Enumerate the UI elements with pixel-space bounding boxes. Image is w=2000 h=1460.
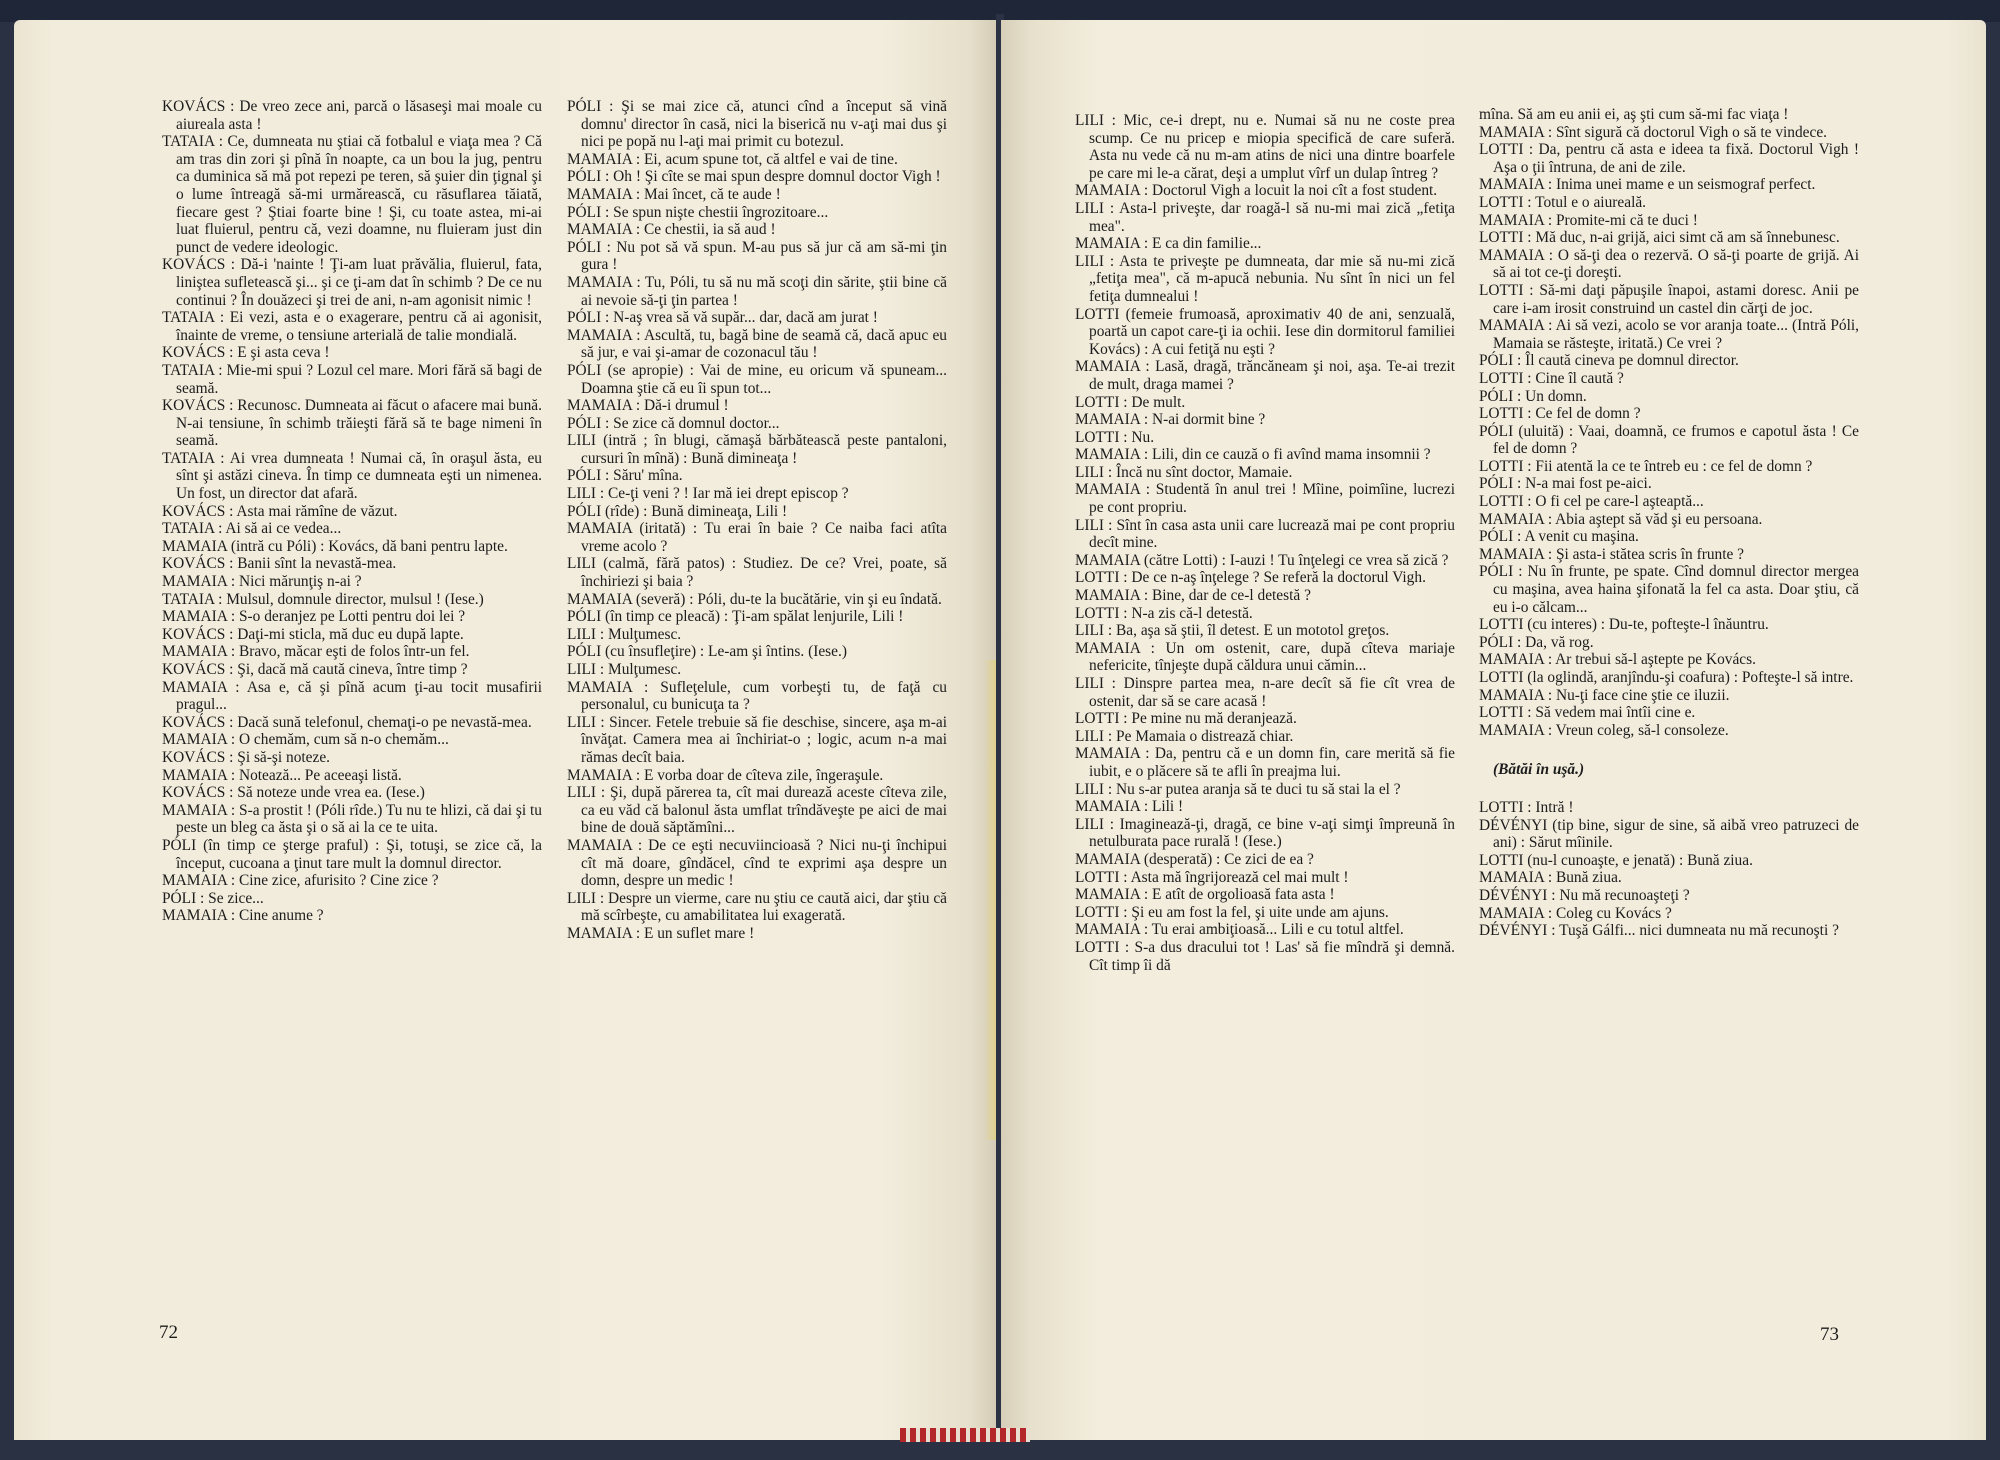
dialogue-line: PÓLI : Şi se mai zice că, atunci cînd a început să vină domnu' director în casă, nici la biserică nu v-aţi mai dus şi nici pe popă nu l-aţi mai primit cu botezul.	[567, 98, 947, 151]
dialogue-line: LOTTI : Şi eu am fost la fel, şi uite unde am ajuns.	[1075, 903, 1389, 921]
dialogue-line: LOTTI : Totul e o aiureală.	[1479, 193, 1647, 211]
dialogue-line: LILI : Asta-l priveşte, dar roagă-l să nu-mi mai zică „fetiţa mea".	[1075, 199, 1455, 235]
dialogue-line: mîna. Să am eu anii ei, aş şti cum să-mi fac viaţa !	[1479, 106, 1789, 123]
dialogue-line: LILI : Şi, după părerea ta, cît mai durează aceste cîteva zile, ca eu văd că balonul ăsta umflat trîndăveşte pe aici de mai bine de două săptămîni...	[567, 784, 947, 837]
dialogue-line: DÉVÉNYI : Tuşă Gálfi... nici dumneata nu mă recunoşti ?	[1479, 922, 1839, 940]
dialogue-line: MAMAIA (desperată) : Ce zici de ea ?	[1075, 850, 1314, 868]
dialogue-line: MAMAIA : Şi asta-i stătea scris în frunte ?	[1479, 545, 1745, 563]
dialogue-line: PÓLI (în timp ce pleacă) : Ţi-am spălat lenjurile, Lili !	[567, 608, 904, 626]
right-page	[1001, 20, 1986, 1440]
dialogue-line: MAMAIA : Coleg cu Kovács ?	[1479, 904, 1672, 922]
dialogue-line: MAMAIA : Bravo, măcar eşti de folos într-un fel.	[162, 643, 470, 661]
dialogue-line: LOTTI : De mult.	[1075, 393, 1186, 411]
dialogue-line: MAMAIA : N-ai dormit bine ?	[1075, 411, 1266, 429]
dialogue-line: KOVÁCS : Să noteze unde vrea ea. (Iese.)	[162, 784, 425, 802]
dialogue-line: MAMAIA : Inima unei mame e un seismograf perfect.	[1479, 176, 1816, 194]
dialogue-line: LOTTI : N-a zis că-l detestă.	[1075, 604, 1253, 622]
dialogue-line: LILI : Despre un vierme, care nu ştiu ce caută aici, dar ştiu că mă scîrbeşte, cu amabilitatea lui exagerată.	[567, 889, 947, 925]
dialogue-line: LILI : Ba, aşa să ştii, îl detest. E un mototol greţos.	[1075, 622, 1390, 640]
dialogue-line: MAMAIA : Studentă în anul trei ! Mîine, poimîine, lucrezi pe cont propriu.	[1075, 481, 1455, 517]
dialogue-line: MAMAIA : Promite-mi că te duci !	[1479, 211, 1698, 229]
dialogue-line: MAMAIA : Ai să vezi, acolo se vor aranja toate... (Intră Póli, Mamaia se răsteşte, iritată.) Ce vrei ?	[1479, 317, 1859, 352]
dialogue-line: LOTTI (femeie frumoasă, aproximativ 40 de ani, senzuală, poartă un capot care-ţi ia ochii. Iese din dormitorul familiei Kovács) : A cui fetiţă nu eşti ?	[1075, 305, 1455, 358]
dialogue-line: PÓLI (rîde) : Bună dimineaţa, Lili !	[567, 502, 788, 520]
left-page	[14, 20, 999, 1440]
dialogue-line: LILI (calmă, fără patos) : Studiez. De ce? Vrei, poate, să închiriezi şi baia ?	[567, 555, 947, 591]
dialogue-line: MAMAIA : Da, pentru că e un domn fin, care merită să fie iubit, e o plăcere să te afli în preajma lui.	[1075, 745, 1455, 780]
dialogue-line: LILI : Sincer. Fetele trebuie să fie deschise, sincere, aşa m-ai învăţat. Camera mea ai închiriat-o ; logic, acum n-a mai rămas decît baia.	[567, 713, 947, 766]
right-column-1	[1075, 112, 1455, 974]
dialogue-line: MAMAIA : Tu, Póli, tu să nu mă scoţi din sărite, ştii bine că ai nevoie să-ţi ţin partea !	[567, 273, 947, 309]
dialogue-line: PÓLI : Nu în frunte, pe spate. Cînd domnul director mergea cu maşina, avea haina şifonată la fel ca asta. Doar ştiu, că eu i-o călcam...	[1479, 563, 1859, 616]
dialogue-line: TATAIA : Ai să ai ce vedea...	[162, 520, 342, 538]
dialogue-line: KOVÁCS : De vreo zece ani, parcă o lăsaseşi mai moale cu aiureala asta !	[162, 98, 542, 133]
dialogue-line: LOTTI : O fi cel pe care-l aşteaptă...	[1479, 493, 1704, 511]
dialogue-line: PÓLI (în timp ce şterge praful) : Şi, totuşi, se zice că, la început, cucoana a ţinut tare mult la domnul director.	[162, 836, 542, 872]
dialogue-line: PÓLI : Săru' mîna.	[567, 467, 683, 485]
dialogue-line: PÓLI : Nu pot să vă spun. M-au pus să jur că am să-mi ţin gura !	[567, 238, 947, 274]
dialogue-line: LOTTI : Nu.	[1075, 428, 1155, 446]
dialogue-line: MAMAIA : Abia aştept să văd şi eu persoana.	[1479, 510, 1763, 528]
dialogue-line: LILI (intră ; în blugi, cămaşă bărbătească peste pantaloni, cursuri în mînă) : Bună dimineaţa !	[567, 432, 947, 467]
dialogue-line: LILI : Pe Mamaia o distrează chiar.	[1075, 727, 1294, 745]
dialogue-line: MAMAIA : Bine, dar de ce-l detestă ?	[1075, 587, 1311, 605]
dialogue-line: MAMAIA : Dă-i drumul !	[567, 397, 729, 415]
dialogue-line: KOVÁCS : Asta mai rămîne de văzut.	[162, 502, 398, 520]
dialogue-line: KOVÁCS : Daţi-mi sticla, mă duc eu după lapte.	[162, 625, 464, 643]
dialogue-line: LOTTI : Da, pentru că asta e ideea ta fixă. Doctorul Vigh ! Aşa o ţii întruna, de ani de zile.	[1479, 141, 1859, 176]
dialogue-line: MAMAIA : Ce chestii, ia să aud !	[567, 221, 776, 239]
dialogue-line: LOTTI : Fii atentă la ce te întreb eu : ce fel de domn ?	[1479, 457, 1813, 475]
dialogue-line: MAMAIA : O chemăm, cum să n-o chemăm...	[162, 731, 449, 749]
dialogue-line: PÓLI : Da, vă rog.	[1479, 633, 1594, 651]
dialogue-line: PÓLI (uluită) : Vaai, doamnă, ce frumos e capotul ăsta ! Ce fel de domn ?	[1479, 422, 1859, 458]
dialogue-line: LOTTI (la oglindă, aranjîndu-şi coafura) : Pofteşte-l să intre.	[1479, 669, 1854, 686]
dialogue-line: MAMAIA : E atît de orgolioasă fata asta !	[1075, 886, 1335, 904]
dialogue-line: LILI : Mulţumesc.	[567, 625, 682, 643]
dialogue-line: LOTTI : Să-mi daţi păpuşile înapoi, astami doresc. Anii pe care i-am irosit construind un castel din cărţi de joc.	[1479, 281, 1859, 317]
dialogue-line: MAMAIA : Doctorul Vigh a locuit la noi cît a fost student.	[1075, 182, 1438, 200]
dialogue-line: MAMAIA (severă) : Póli, du-te la bucătărie, vin şi eu îndată.	[567, 590, 942, 608]
dialogue-line: LOTTI : Asta mă îngrijorează cel mai mult !	[1075, 868, 1349, 886]
dialogue-line: MAMAIA : S-o deranjez pe Lotti pentru doi lei ?	[162, 608, 466, 626]
dialogue-line: MAMAIA : E vorba doar de cîteva zile, îngeraşule.	[567, 766, 884, 784]
dialogue-line: LILI : Ce-ţi veni ? ! Iar mă iei drept episcop ?	[567, 485, 849, 503]
dialogue-line: KOVÁCS : Recunosc. Dumneata ai făcut o afacere mai bună. N-ai tensiune, în schimb trăieşti fără să te bage nimeni în seamă.	[162, 397, 542, 450]
dialogue-line: TATAIA : Mulsul, domnule director, mulsul ! (Iese.)	[162, 590, 484, 608]
dialogue-line: PÓLI : Se zice...	[162, 889, 264, 907]
dialogue-line: KOVÁCS : E şi asta ceva !	[162, 344, 330, 362]
dialogue-line: TATAIA : Ce, dumneata nu ştiai că fotbalul e viaţa mea ? Că am tras din zori şi pînă în noapte, ca un bou la jug, pentru ca duminica să mă pot repezi pe teren, să şuier din ţignal şi o lume întreagă să-mi urmărească, cu răsuflarea tăiată, fiecare gest ? Ştiai foarte bine ! Şi, cu toate astea, mi-ai luat fluierul, pentru că, vezi doamne, nu fluieram just din punct de vedere ideologic.	[162, 133, 542, 256]
dialogue-line: LOTTI : Pe mine nu mă deranjează.	[1075, 710, 1297, 728]
dialogue-line: MAMAIA : S-a prostit ! (Póli rîde.) Tu nu te hlizi, că dai şi tu peste un bleg ca ăsta şi o să ai la ce te uita.	[162, 801, 542, 837]
dialogue-line: LOTTI : Cine îl caută ?	[1479, 369, 1624, 387]
dialogue-line: TATAIA : Ai vrea dumneata ! Numai că, în oraşul ăsta, eu sînt şi astăzi cineva. În timp ce dumneata eşti un nimenea. Un fost, un director dat afară.	[162, 449, 542, 503]
dialogue-line: KOVÁCS : Şi, dacă mă caută cineva, între timp ?	[162, 661, 468, 678]
dialogue-line: LILI : Încă nu sînt doctor, Mamaie.	[1075, 463, 1293, 481]
dialogue-line: MAMAIA (intră cu Póli) : Kovács, dă bani pentru lapte.	[162, 537, 508, 555]
dialogue-line: LILI : Mulţumesc.	[567, 661, 682, 678]
dialogue-line: MAMAIA : Mai încet, că te aude !	[567, 185, 781, 203]
dialogue-line: LOTTI : S-a dus dracului tot ! Las' să fie mîndră şi demnă. Cît timp îi dă	[1075, 938, 1455, 974]
dialogue-line: PÓLI : Oh ! Şi cîte se mai spun despre domnul doctor Vigh !	[567, 168, 941, 186]
dialogue-line: DÉVÉNYI : Nu mă recunoaşteţi ?	[1479, 886, 1690, 904]
dialogue-line: LOTTI (nu-l cunoaşte, e jenată) : Bună ziua.	[1479, 851, 1753, 869]
left-column-1	[162, 98, 542, 925]
dialogue-line: MAMAIA : E un suflet mare !	[567, 924, 755, 942]
dialogue-line: KOVÁCS : Banii sînt la nevastă-mea.	[162, 555, 397, 573]
dialogue-line: MAMAIA : Lasă, dragă, trăncăneam şi noi, aşa. Te-ai trezit de mult, draga mamei ?	[1075, 358, 1455, 393]
dialogue-line: PÓLI (cu însufleţire) : Le-am şi întins. (Iese.)	[567, 643, 847, 661]
dialogue-line: KOVÁCS : Şi să-şi noteze.	[162, 748, 331, 766]
dialogue-line: MAMAIA : Nu-ţi face cine ştie ce iluzii.	[1479, 686, 1730, 704]
dialogue-line: MAMAIA : Sufleţelule, cum vorbeşti tu, de faţă cu personalul, cu bunicuţa ta ?	[567, 678, 947, 714]
dialogue-line: PÓLI (se apropie) : Vai de mine, eu oricum vă spuneam... Doamna ştie că eu îi spun tot...	[567, 361, 947, 397]
dialogue-line: PÓLI : A venit cu maşina.	[1479, 528, 1639, 546]
dialogue-line: LILI : Asta te priveşte pe dumneata, dar mie să nu-mi zică „fetiţa mea", că m-apucă nebunia. Nu sînt în nici un fel fetiţa dumnealui !	[1075, 252, 1455, 305]
dialogue-line: MAMAIA : Cine anume ?	[162, 907, 324, 925]
dialogue-line: LILI : Imaginează-ţi, dragă, ce bine v-aţi simţi împreună în netulburata pace rurală ! (Iese.)	[1075, 815, 1455, 851]
dialogue-line: MAMAIA : Ar trebui să-l aştepte pe Kovács.	[1479, 651, 1756, 669]
dialogue-line: PÓLI : Se zice că domnul doctor...	[567, 414, 780, 432]
dialogue-line: MAMAIA : Cine zice, afurisito ? Cine zice ?	[162, 872, 439, 890]
dialogue-line: LOTTI : Intră !	[1479, 798, 1574, 816]
page-number-right: 73	[1820, 1324, 1839, 1345]
dialogue-line: MAMAIA : O să-ţi dea o rezervă. O să-ţi poarte de grijă. Ai să ai tot ce-ţi doreşti.	[1479, 246, 1859, 282]
dialogue-line: MAMAIA : Notează... Pe aceeaşi listă.	[162, 766, 402, 784]
dialogue-line: TATAIA : Ei vezi, asta e o exagerare, pentru că ai agonisit, înainte de vreme, o tensiune arterială de talie mondială.	[162, 309, 542, 344]
dialogue-line: LOTTI : Să vedem mai întîi cine e.	[1479, 704, 1696, 722]
dialogue-line: MAMAIA : E ca din familie...	[1075, 235, 1262, 253]
dialogue-line: MAMAIA : Sînt sigură că doctorul Vigh o să te vindece.	[1479, 123, 1828, 141]
dialogue-line: LOTTI : De ce n-aş înţelege ? Se referă la doctorul Vigh.	[1075, 569, 1426, 587]
dialogue-line: PÓLI : N-a mai fost pe-aici.	[1479, 475, 1652, 493]
right-column-2	[1479, 106, 1859, 940]
dialogue-line: MAMAIA : Nici mărunţiş n-ai ?	[162, 573, 362, 591]
dialogue-line: PÓLI : Îl caută cineva pe domnul director.	[1479, 352, 1739, 370]
dialogue-line: LILI : Dinspre partea mea, n-are decît să fie cît vrea de ostenit, dar să se care acasă !	[1075, 675, 1455, 710]
dialogue-line: LILI : Mic, ce-i drept, nu e. Numai să nu ne coste prea scump. Ce nu pricep e miopia specifică de care suferă. Asta nu vede că nu m-am atins de nici una dintre boarfele pe care mi le-a cărat, deşi a umplut vîrf un dulap întreg ?	[1075, 112, 1455, 182]
dialogue-line: MAMAIA : Un om ostenit, care, după cîteva mariaje nefericite, tînjeşte după căldura unui cămin...	[1075, 639, 1455, 675]
dialogue-line: DÉVÉNYI (tip bine, sigur de sine, să aibă vreo patruzeci de ani) : Sărut mîinile.	[1479, 816, 1859, 852]
dialogue-line: LILI : Sînt în casa asta unii care lucrează mai pe cont propriu decît mine.	[1075, 516, 1455, 552]
dialogue-line: KOVÁCS : Dă-i 'nainte ! Ţi-am luat prăvălia, fluierul, fata, liniştea sufletească şi... şi ce ţi-am dat în schimb ? De ce nu continui ? În douăzeci şi trei de ani, n-am agonisit nimic !	[162, 256, 542, 309]
dialogue-line: MAMAIA : Lili, din ce cauză o fi avînd mama insomnii ?	[1075, 446, 1431, 464]
page-number-left: 72	[159, 1322, 178, 1343]
dialogue-line: MAMAIA : Lili !	[1075, 798, 1184, 816]
dialogue-line: MAMAIA : Ascultă, tu, bagă bine de seamă că, dacă apuc eu să jur, e vai şi-amar de cozonacul tău !	[567, 326, 947, 362]
dialogue-line: MAMAIA : Tu erai ambiţioasă... Lili e cu totul altfel.	[1075, 921, 1404, 939]
dialogue-line: LOTTI (cu interes) : Du-te, pofteşte-l înăuntru.	[1479, 616, 1769, 634]
dialogue-line: MAMAIA : Ei, acum spune tot, că altfel e vai de tine.	[567, 150, 898, 168]
dialogue-line: PÓLI : N-aş vrea să vă supăr... dar, dacă am jurat !	[567, 309, 878, 327]
dialogue-line: MAMAIA (iritată) : Tu erai în baie ? Ce naiba faci atîta vreme acolo ?	[567, 520, 947, 555]
dialogue-line: KOVÁCS : Dacă sună telefonul, chemaţi-o pe nevastă-mea.	[162, 713, 532, 731]
dialogue-line: PÓLI : Un domn.	[1479, 387, 1587, 405]
dialogue-line: LILI : Nu s-ar putea aranja să te duci tu să stai la el ?	[1075, 780, 1401, 798]
dialogue-line: LOTTI : Mă duc, n-ai grijă, aici simt că am să înnebunesc.	[1479, 229, 1840, 247]
stage-direction: (Bătăi în uşă.)	[1493, 761, 1585, 779]
book-headband	[900, 1428, 1030, 1442]
dialogue-line: TATAIA : Mie-mi spui ? Lozul cel mare. Mori fără să bagi de seamă.	[162, 361, 542, 397]
dialogue-line: LOTTI : Ce fel de domn ?	[1479, 405, 1641, 423]
dialogue-line: MAMAIA : De ce eşti necuviincioasă ? Nici nu-ţi închipui cît mă doare, gîndăcel, cînd te exprimi aşa despre un domn, despre un medic !	[567, 836, 947, 890]
left-column-2	[567, 98, 947, 943]
dialogue-line: MAMAIA : Bună ziua.	[1479, 869, 1622, 887]
dialogue-line: MAMAIA : Vreun coleg, să-l consoleze.	[1479, 721, 1729, 739]
dialogue-line: MAMAIA (către Lotti) : I-auzi ! Tu înţelegi ce vrea să zică ?	[1075, 551, 1449, 569]
dialogue-line: MAMAIA : Asa e, că şi pînă acum ţi-au tocit musafirii pragul...	[162, 678, 542, 714]
dialogue-line: PÓLI : Se spun nişte chestii îngrozitoare...	[567, 203, 829, 221]
